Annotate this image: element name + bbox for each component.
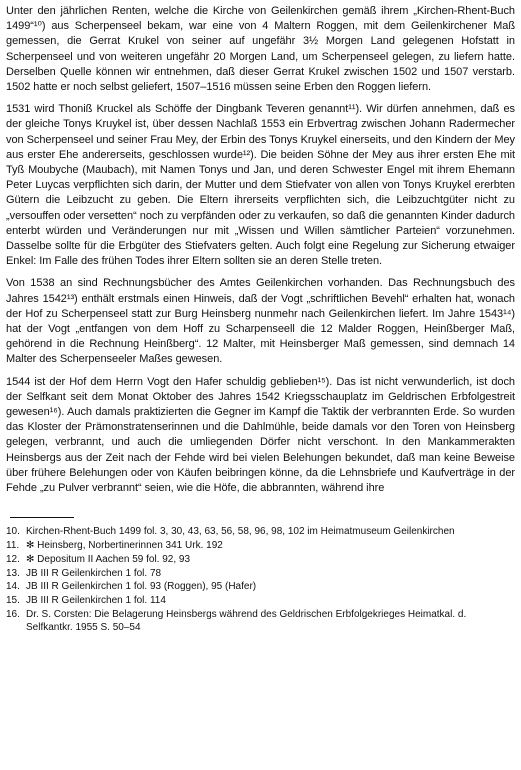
footnote-number: 10.	[6, 526, 20, 538]
footnote-divider	[10, 517, 74, 518]
footnote-text: ✻ Heinsberg, Norbertinerinnen 341 Urk. 192	[26, 540, 223, 552]
footnote-text: Kirchen-Rhent-Buch 1499 fol. 3, 30, 43, 63, 56, 58, 96, 98, 102 im Heimatmuseum Geilenkirchen	[26, 526, 455, 538]
paragraph-4: 1544 ist der Hof dem Herrn Vogt den Hafer schuldig geblieben¹⁵). Das ist nicht verwunderlich, ist doch der Selfkant seit dem Monat Oktober des Jahres 1542 Kriegsschauplatz im Geldrischen Erbfolgestreit gewesen¹⁶). Auch damals praktizierten die Gegner im Kampf die Taktik der verbrannten Erde. So wurden das Kloster der Prämonstratenserinnen und die Dahlmühle, beide damals vor den Toren von Heinsberg gelegen, verbrannt, und auch die umliegenden Dörfer nicht verschont. In den Mankammerakten Heinsbergs aus der Zeit nach der Fehde wird bei vielen Belehungen bekundet, daß man keine Beweise über frühere Belehungen oder von Käufen beibringen könne, da die Lehnsbriefe und Kaufverträge in der Fehde „zu Pulver verbrannt“ seien, wie die Höfe, die abbrannten, während ihre	[6, 375, 515, 495]
footnote-16	[6, 609, 515, 635]
footnote-text: JB III R Geilenkirchen 1 fol. 93 (Roggen), 95 (Hafer)	[26, 581, 257, 593]
footnote-11	[6, 540, 515, 553]
footnote-number: 11.	[6, 540, 20, 552]
footnotes	[6, 526, 515, 634]
paragraph-3: Von 1538 an sind Rechnungsbücher des Amtes Geilenkirchen vorhanden. Das Rechnungsbuch des Jahres 1542¹³) enthält erstmals einen Hinweis, daß der Vogt „schriftlichen Bevehl“ erhalten hat, wonach der Hof zu Scherpenseel statt zur Burg Heinsberg nunmehr nach Geilenkirchen liefert. Im Jahre 1543¹⁴) hat der Vogt „entfangen von dem Hoff zu Scharpenseell die 12 Malder Roggen, Heinßberger Maß, gehörend in die Rechnung Heinßberg“. 12 Malter, mit Heinsberger Maß gemessen, sind demnach 14 Malter des Scherpenseeler Maßes gewesen.	[6, 277, 515, 366]
footnote-text: JB III R Geilenkirchen 1 fol. 114	[26, 595, 166, 607]
paragraph-2: 1531 wird Thoniß Kruckel als Schöffe der Dingbank Teveren genannt¹¹). Wir dürfen annehmen, daß es der gleiche Tonys Kruykel ist, über dessen Nachlaß 1553 ein Erbvertrag zwischen Johann Radermecher von Scherpenseel und seiner Frau Mey, der Erbin des Tonys Kruykel einerseits, und den Kindern der Mey aus erster Ehe andererseits, geschlossen wurde¹²). Die beiden Söhne der Mey aus ihrer ersten Ehe mit Tyß Moubyche (Maubach), mit Namen Tonys und Jan, und deren Schwester Engel mit ihrem Ehemann Peter Luycas verpflichten sich darin, der Mutter und dem Stiefvater von allen von Tonys Kruykel ererbten Gütern die Leibzucht zu geben. Die Eltern ihrerseits verpflichten sich, die Leibzuchtgüter nicht zu „versouffen oder versetten“ noch zu verpfänden oder zu verkaufen, so daß die genannten Kinder dadurch enterbt würden und Veränderungen nur mit „Wissen und Willen sämtlicher Parteien“ vorzunehmen. Dasselbe sollte für die Erbgüter des Stiefvaters gelten. Auch folgt eine Regelung zur Sicherung etwaiger Enkel: Im Falle des frühen Todes ihrer Eltern sollten sie an deren Stelle treten.	[6, 103, 515, 268]
body-text	[6, 4, 515, 496]
footnote-number: 16.	[6, 609, 20, 621]
footnote-13	[6, 568, 515, 581]
footnote-number: 12.	[6, 553, 20, 565]
footnote-10	[6, 526, 515, 539]
footnote-text: JB III R Geilenkirchen 1 fol. 78	[26, 567, 162, 579]
footnote-text: ✻ Depositum II Aachen 59 fol. 92, 93	[26, 553, 191, 565]
footnote-number: 14.	[6, 581, 20, 593]
footnote-15	[6, 595, 515, 608]
footnote-number: 13.	[6, 567, 20, 579]
footnote-number: 15.	[6, 595, 20, 607]
paragraph-1: Unter den jährlichen Renten, welche die Kirche von Geilenkirchen gemäß ihrem „Kirchen-Rhent-Buch 1499“¹⁰) aus Scherpenseel bekam, war eine von 4 Maltern Roggen, mit dem Geilenkirchener Maß gemessen, die Gerrat Krukel von seiner auf ungefähr 3½ Morgen Land gelegenen Hofstatt in Scherpenseel und von weiteren ungefähr 20 Morgen Land, um Scherpenseel gelegen, zu liefern hatte. Derselben Quelle können wir entnehmen, daß dieser Gerrat Krukel zwischen 1502 und 1507 verstarb. 1502 hatte er noch selbst geliefert, 1507–1516 müssen seine Erben den Roggen liefern.	[6, 5, 515, 94]
footnote-text: Dr. S. Corsten: Die Belagerung Heinsbergs während des Geldrischen Erbfolgekrieges Heimatkal. d. Selfkantkr. 1955 S. 50–54	[26, 609, 467, 633]
footnote-14	[6, 581, 515, 594]
footnote-12	[6, 554, 515, 567]
